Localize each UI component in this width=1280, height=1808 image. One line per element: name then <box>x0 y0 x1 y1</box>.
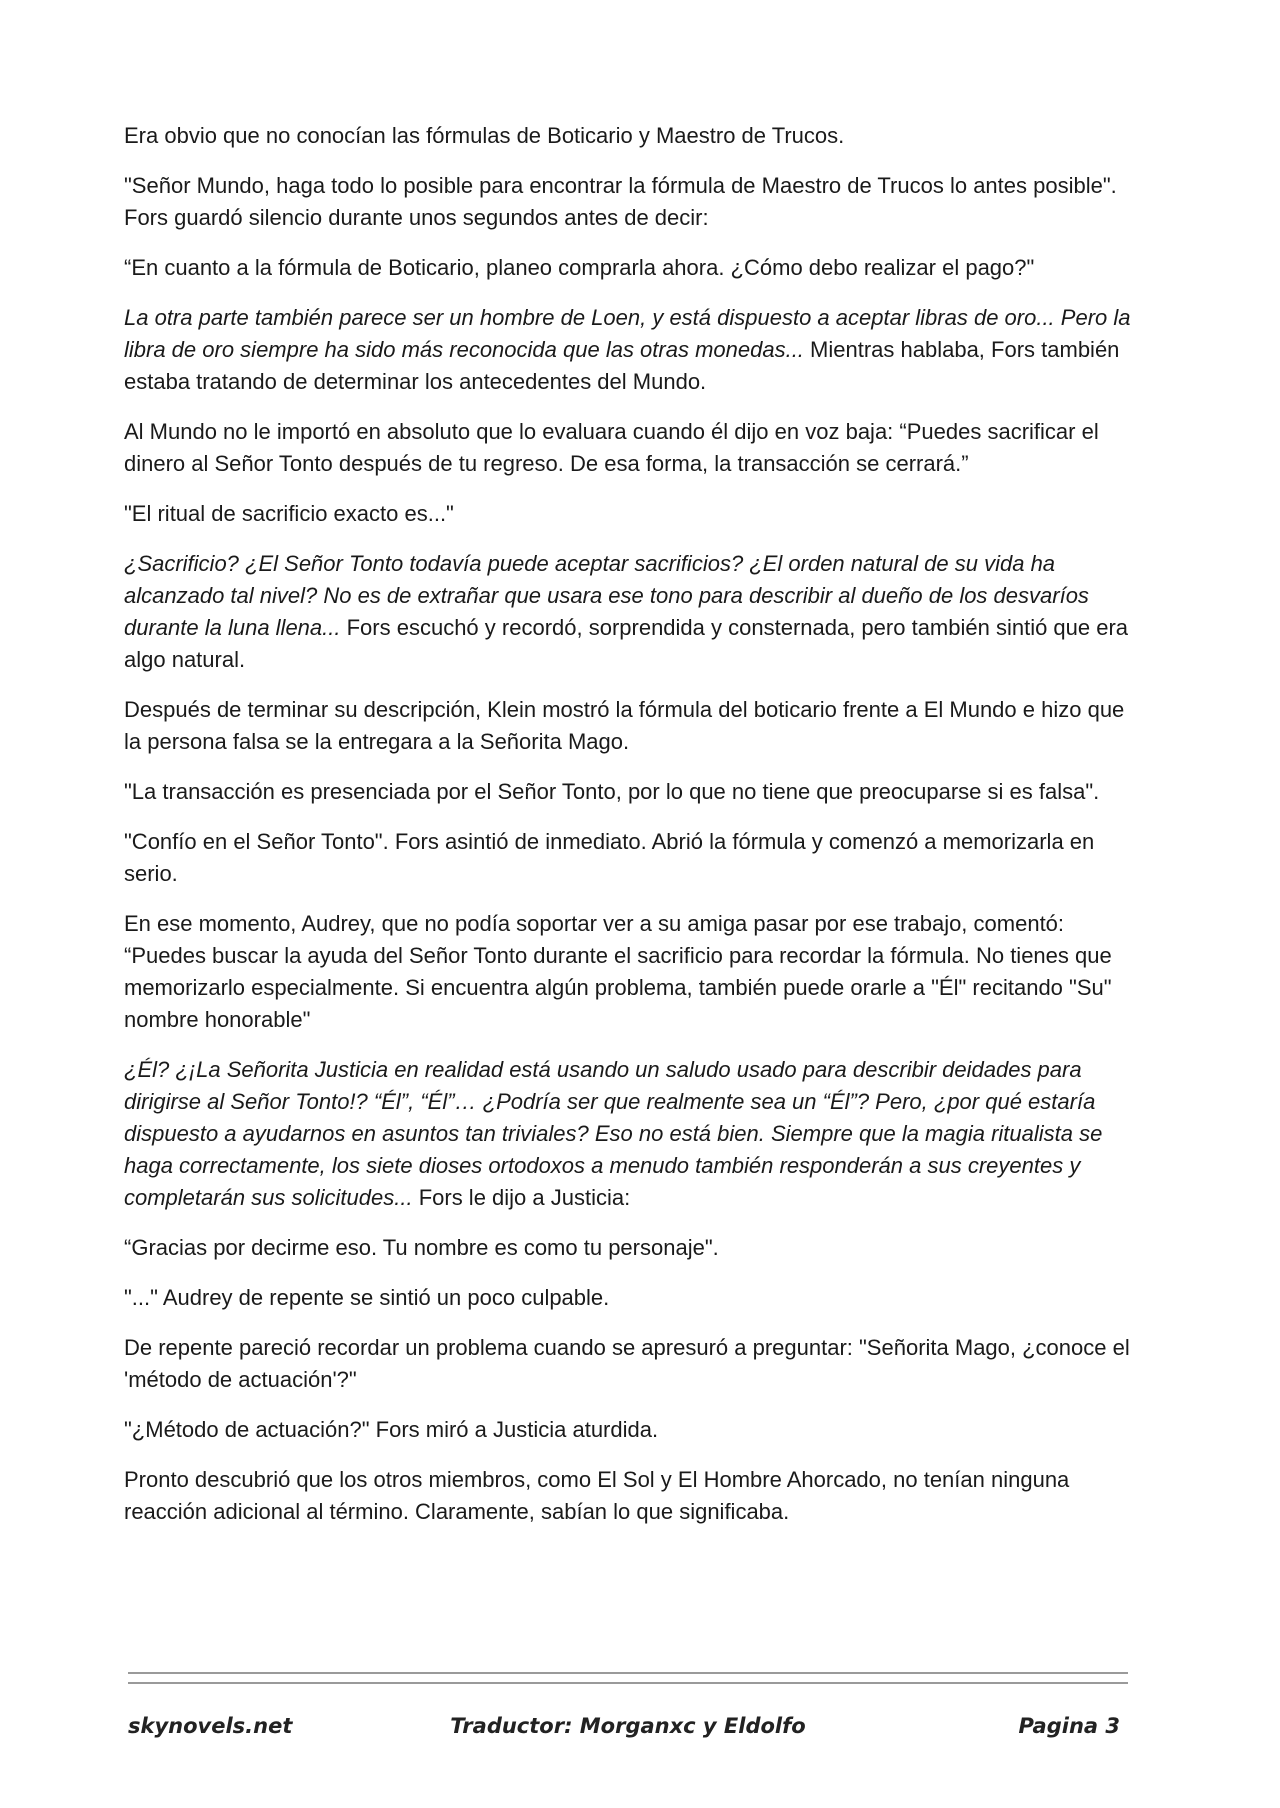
text-run: De repente pareció recordar un problema cuando se apresuró a preguntar: "Señorita Mago, ¿conoce el 'método de actuación'?" <box>124 1335 1130 1392</box>
text-run: “En cuanto a la fórmula de Boticario, planeo comprarla ahora. ¿Cómo debo realizar el pago?" <box>124 255 1035 280</box>
italic-text: ¿Sacrificio? ¿El Señor Tonto todavía puede aceptar sacrificios? ¿El orden natural de su vida ha alcanzado tal nivel? No es de extrañar que usara ese tono para describir al dueño de los desvaríos durante la luna llena... <box>124 551 1089 640</box>
text-run: "Confío en el Señor Tonto". Fors asintió de inmediato. Abrió la fórmula y comenzó a memorizarla en serio. <box>124 829 1095 886</box>
paragraph <box>124 776 1144 808</box>
paragraph <box>124 416 1144 480</box>
text-run: "..." Audrey de repente se sintió un poco culpable. <box>124 1285 610 1310</box>
text-run: Después de terminar su descripción, Klein mostró la fórmula del boticario frente a El Mundo e hizo que la persona falsa se la entregara a la Señorita Mago. <box>124 697 1125 754</box>
paragraph <box>124 498 1144 530</box>
italic-text: ¿Él? ¿¡La Señorita Justicia en realidad está usando un saludo usado para describir deidades para dirigirse al Señor Tonto!? “Él”, “Él”… ¿Podría ser que realmente sea un “Él”? Pero, ¿por qué estaría dispuesto a ayudarnos en asuntos tan triviales? Eso no está bien. Siempre que la magia ritualista se haga correctamente, los siete dioses ortodoxos a menudo también responderán a sus creyentes y completarán sus solicitudes... <box>124 1057 1103 1210</box>
text-run: Mientras hablaba, Fors también estaba tratando de determinar los antecedentes del Mundo. <box>124 337 1120 394</box>
text-run: "Señor Mundo, haga todo lo posible para encontrar la fórmula de Maestro de Trucos lo antes posible". Fors guardó silencio durante unos segundos antes de decir: <box>124 173 1117 230</box>
paragraph <box>124 826 1144 890</box>
text-run: En ese momento, Audrey, que no podía soportar ver a su amiga pasar por ese trabajo, comentó: “Puedes buscar la ayuda del Señor Tonto durante el sacrificio para recordar la fórmula. No tienes que memorizarlo especialmente. Si encuentra algún problema, también puede orarle a "Él" recitando "Su" nombre honorable" <box>124 911 1112 1032</box>
text-run: "El ritual de sacrificio exacto es..." <box>124 501 454 526</box>
paragraph <box>124 120 1144 152</box>
footer-translator: Traductor: Morganxc y Eldolfo <box>450 1714 806 1738</box>
paragraph <box>124 908 1144 1036</box>
document-body <box>124 120 1144 1546</box>
italic-text: La otra parte también parece ser un hombre de Loen, y está dispuesto a aceptar libras de oro... Pero la libra de oro siempre ha sido más reconocida que las otras monedas... <box>124 305 1131 362</box>
text-run: Era obvio que no conocían las fórmulas de Boticario y Maestro de Trucos. <box>124 123 845 148</box>
paragraph <box>124 694 1144 758</box>
footer-rule-bottom <box>128 1682 1128 1684</box>
footer-rule-top <box>128 1672 1128 1674</box>
text-run: Pronto descubrió que los otros miembros, como El Sol y El Hombre Ahorcado, no tenían ninguna reacción adicional al término. Claramente, sabían lo que significaba. <box>124 1467 1070 1524</box>
text-run: "La transacción es presenciada por el Señor Tonto, por lo que no tiene que preocuparse si es falsa". <box>124 779 1100 804</box>
footer-divider <box>128 1672 1128 1692</box>
text-run: Fors le dijo a Justicia: <box>412 1185 631 1210</box>
text-run: Al Mundo no le importó en absoluto que lo evaluara cuando él dijo en voz baja: “Puedes sacrificar el dinero al Señor Tonto después de tu regreso. De esa forma, la transacción se cerrará.” <box>124 419 1099 476</box>
footer-site: skynovels.net <box>128 1714 293 1738</box>
paragraph <box>124 302 1144 398</box>
paragraph <box>124 1464 1144 1528</box>
paragraph <box>124 170 1144 234</box>
text-run: “Gracias por decirme eso. Tu nombre es como tu personaje". <box>124 1235 719 1260</box>
text-run: "¿Método de actuación?" Fors miró a Justicia aturdida. <box>124 1417 659 1442</box>
paragraph <box>124 252 1144 284</box>
page-footer <box>128 1714 1128 1748</box>
text-run: Fors escuchó y recordó, sorprendida y consternada, pero también sintió que era algo natural. <box>124 615 1129 672</box>
paragraph <box>124 1414 1144 1446</box>
paragraph <box>124 548 1144 676</box>
paragraph <box>124 1054 1144 1214</box>
footer-page-number: Pagina 3 <box>1018 1714 1120 1738</box>
paragraph <box>124 1282 1144 1314</box>
paragraph <box>124 1332 1144 1396</box>
paragraph <box>124 1232 1144 1264</box>
